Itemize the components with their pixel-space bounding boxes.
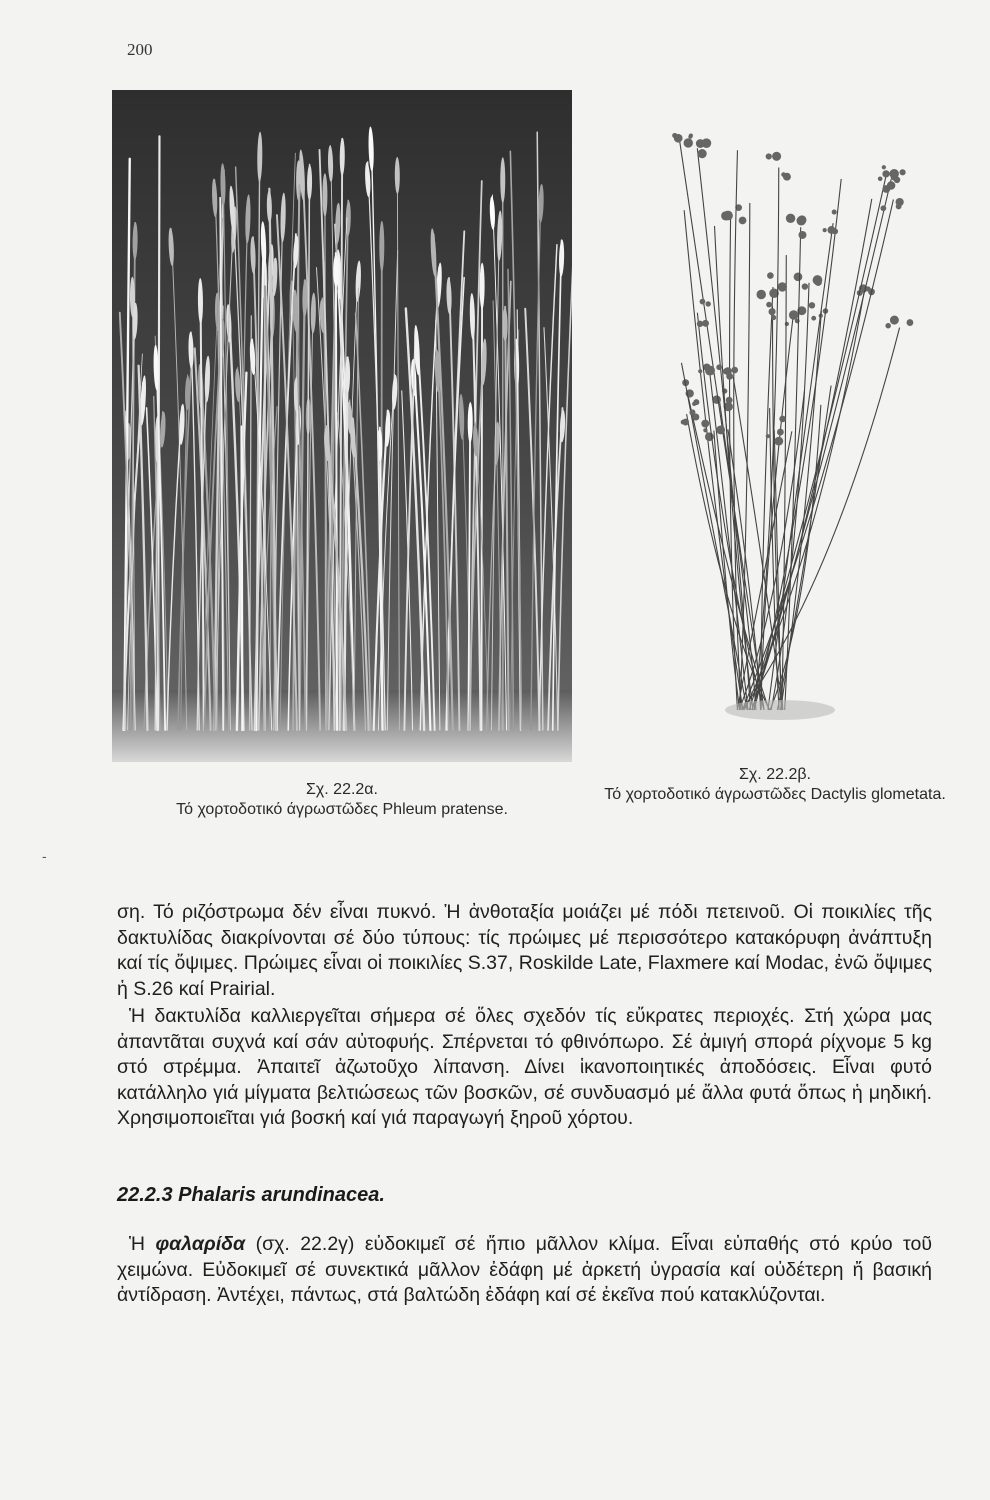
section-heading: 22.2.3 Phalaris arundinacea. [117, 1184, 385, 1206]
paragraph-3 [117, 1232, 932, 1309]
grass-photo-image [112, 90, 572, 762]
paragraph-3-start: Ἡ [129, 1233, 156, 1255]
paragraph-3-term: φαλαρίδα [155, 1233, 246, 1255]
figure-b-number: Σχ. 22.2β. [739, 766, 811, 783]
figure-a-photo [112, 90, 572, 762]
page-number: 200 [127, 40, 153, 59]
figure-b-caption-text: Τό χορτοδοτικό άγρωστῶδες Dactylis glometata. [604, 786, 946, 803]
paragraph-3-rest: (σχ. 22.2γ) εὐδοκιμεῖ σέ ἤπιο μᾶλλον κλίμα. Εἶναι εὐπαθής στό κρύο τοῦ χειμώνα. Εὐδοκιμεῖ σέ συνεκτικά μᾶλλον ἐδάφη μέ ἀρκετή ὑγρασία καί οὐδέτερη ἤ βασική ἀντίδραση. Ἀντέχει, πάντως, στά βαλτώδη ἐδάφη καί σέ ἐκεῖνα πού κατακλύζονται. [117, 1233, 932, 1307]
figure-a-caption-text: Τό χορτοδοτικό άγρωστῶδες Phleum pratense. [176, 801, 508, 818]
figure-a-number: Σχ. 22.2α. [305, 781, 378, 798]
grass-drawing-image [610, 120, 930, 740]
scan-mark: - [42, 848, 47, 864]
paragraph-1: ση. Τό ριζόστρωμα δέν εἶναι πυκνό. Ἡ ἀνθοταξία μοιάζει μέ πόδι πετεινοῦ. Οἱ ποικιλίες τῆς δακτυλίδας διακρίνονται σέ δύο τύπους: τίς πρώιμες μέ περισσότερο κατακόρυφη ἀνάπτυξη καί τίς ὄψιμες. Πρώιμες εἶναι οἱ ποικιλίες S.37, Roskilde Late, Flaxmere καί Modac, ἐνῶ ὄψιμες ἡ S.26 καί Prairial. [117, 901, 932, 1000]
figure-b-drawing [610, 120, 930, 740]
paragraph-2: Ἡ δακτυλίδα καλλιεργεῖται σήμερα σέ ὅλες σχεδόν τίς εὔκρατες περιοχές. Στή χώρα μας ἀπαντᾶται συχνά καί σάν αὐτοφυής. Σπέρνεται τό φθινόπωρο. Σέ ἀμιγή σπορά ρίχνομε 5 kg στό στρέμμα. Ἀπαιτεῖ ἀζωτοῦχο λίπανση. Δίνει ἱκανοποιητικές ἀποδόσεις. Εἶναι φυτό κατάλληλο γιά μίγματα βελτιώσεως τῶν βοσκῶν, σέ συνδυασμό μέ ἄλλα φυτά ὅπως ἡ μηδική. Χρησιμοποιεῖται γιά βοσκή καί γιά παραγωγή ξηροῦ χόρτου. [117, 1005, 932, 1130]
figure-a-caption [112, 780, 572, 820]
figure-b-caption [600, 765, 950, 805]
